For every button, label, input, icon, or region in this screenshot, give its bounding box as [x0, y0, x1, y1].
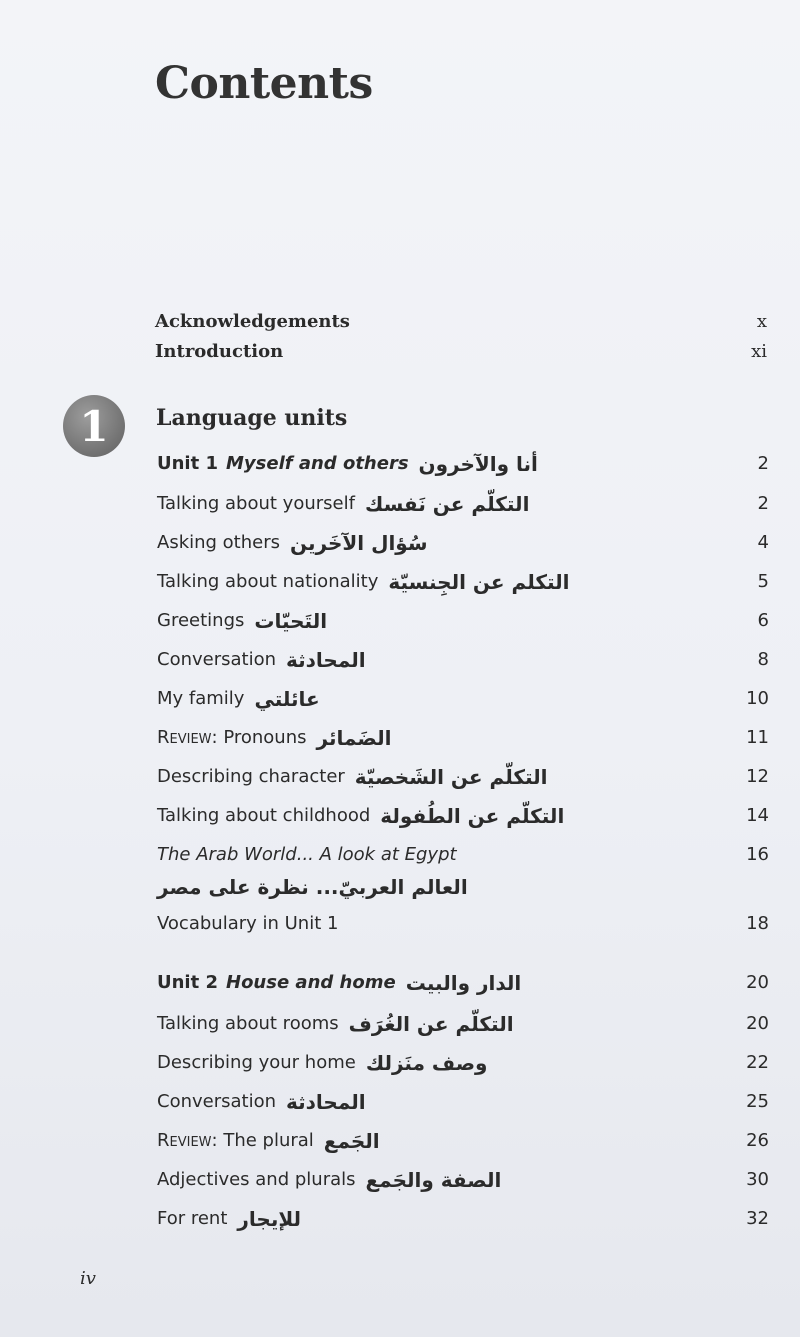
unit-label: Unit 2	[157, 972, 218, 993]
entry-title: Vocabulary in Unit 1	[157, 913, 339, 934]
toc-entry-review	[157, 726, 769, 750]
unit-title: House and home	[226, 972, 396, 993]
unit-title: Myself and others	[226, 453, 409, 474]
entry-title: For rent	[157, 1208, 228, 1229]
page-title: Contents	[155, 58, 373, 109]
page-number: 2	[757, 493, 769, 514]
entry-title: Conversation	[157, 649, 277, 670]
entry-title-arabic: عائلتي	[254, 687, 320, 711]
toc-entry	[157, 1168, 769, 1192]
toc-entry-acknowledgements	[155, 308, 767, 334]
page-number: 30	[746, 1169, 769, 1190]
entry-title-arabic: الصفة والجَمع	[365, 1168, 502, 1192]
entry-title-arabic: التكلّم عن الغُرَف	[348, 1012, 514, 1036]
entry-title-arabic: التكلّم عن نَفسك	[364, 492, 530, 516]
entry-title: Talking about nationality	[157, 571, 379, 592]
page-number: 11	[746, 727, 769, 748]
page-number: 8	[757, 649, 769, 670]
entry-title: Describing your home	[157, 1052, 356, 1073]
entry-title-arabic: المحادثة	[286, 1090, 366, 1114]
toc-entry	[157, 1012, 769, 1036]
entry-title: Pronouns	[223, 727, 307, 748]
unit-label: Unit 1	[157, 453, 218, 474]
entry-label: Acknowledgements	[155, 310, 350, 332]
section-title: Language units	[156, 405, 348, 431]
toc-entry	[157, 531, 769, 555]
page-folio: iv	[80, 1268, 96, 1289]
entry-title: Conversation	[157, 1091, 277, 1112]
entry-title: Talking about rooms	[157, 1013, 339, 1034]
unit-title-arabic: الدار والبيت	[405, 971, 522, 995]
review-label: Review:	[157, 1130, 218, 1151]
toc-entry-feature	[157, 843, 769, 867]
page-number: 32	[746, 1208, 769, 1229]
entry-title-arabic: المحادثة	[286, 648, 366, 672]
entry-title-arabic: التكلّم عن الطُفولة	[380, 804, 565, 828]
page-number: xi	[751, 340, 767, 362]
toc-entry	[157, 1090, 769, 1114]
page-number: 5	[757, 571, 769, 592]
page-number: 12	[746, 766, 769, 787]
toc-entry	[157, 1051, 769, 1075]
page-number: 22	[746, 1052, 769, 1073]
page-number: 6	[757, 610, 769, 631]
entry-title: Asking others	[157, 532, 281, 553]
toc-entry	[157, 609, 769, 633]
review-label: Review:	[157, 727, 218, 748]
entry-title-arabic: وصف منَزلك	[365, 1051, 488, 1075]
toc-entry-vocabulary	[157, 912, 769, 936]
unit-1-heading	[157, 452, 769, 476]
entry-title: The plural	[223, 1130, 314, 1151]
entry-title-arabic: الضَمائر	[316, 726, 392, 750]
entry-title-arabic: للإيجار	[237, 1207, 302, 1231]
page-number: x	[756, 310, 767, 332]
toc-entry	[157, 687, 769, 711]
entry-title-arabic: العالم العربيّ... نظرة على مصر	[157, 875, 468, 899]
page-number: 10	[746, 688, 769, 709]
entry-title: Talking about childhood	[157, 805, 371, 826]
page-number: 20	[746, 972, 769, 993]
entry-title-arabic: الجَمع	[323, 1129, 380, 1153]
entry-title-arabic: التَحيّات	[254, 609, 328, 633]
entry-title-arabic: التكلم عن الجِنسيّة	[388, 570, 570, 594]
section-number-badge: 1	[63, 395, 125, 457]
page-number: 2	[757, 453, 769, 474]
entry-title: The Arab World... A look at Egypt	[157, 844, 457, 865]
entry-label: Introduction	[155, 340, 284, 362]
page-number: 16	[746, 844, 769, 865]
entry-title: Talking about yourself	[157, 493, 355, 514]
page-number: 26	[746, 1130, 769, 1151]
entry-title: Adjectives and plurals	[157, 1169, 356, 1190]
page-number: 25	[746, 1091, 769, 1112]
toc-entry-review	[157, 1129, 769, 1153]
toc-entry	[157, 1207, 769, 1231]
toc-entry	[157, 804, 769, 828]
toc-entry	[157, 570, 769, 594]
toc-entry-introduction	[155, 338, 767, 364]
entry-title: Describing character	[157, 766, 345, 787]
page-number: 18	[746, 913, 769, 934]
page-number: 14	[746, 805, 769, 826]
toc-entry	[157, 765, 769, 789]
entry-title-arabic: التكلّم عن الشَخصيّة	[354, 765, 548, 789]
toc-entry-feature-arabic	[157, 875, 769, 899]
entry-title: My family	[157, 688, 245, 709]
unit-2-heading	[157, 971, 769, 995]
toc-entry	[157, 648, 769, 672]
entry-title: Greetings	[157, 610, 245, 631]
toc-entry	[157, 492, 769, 516]
entry-title-arabic: سُؤال الآخَرين	[290, 531, 428, 555]
unit-title-arabic: أنا والآخرون	[418, 452, 538, 476]
page-number: 4	[757, 532, 769, 553]
page-number: 20	[746, 1013, 769, 1034]
